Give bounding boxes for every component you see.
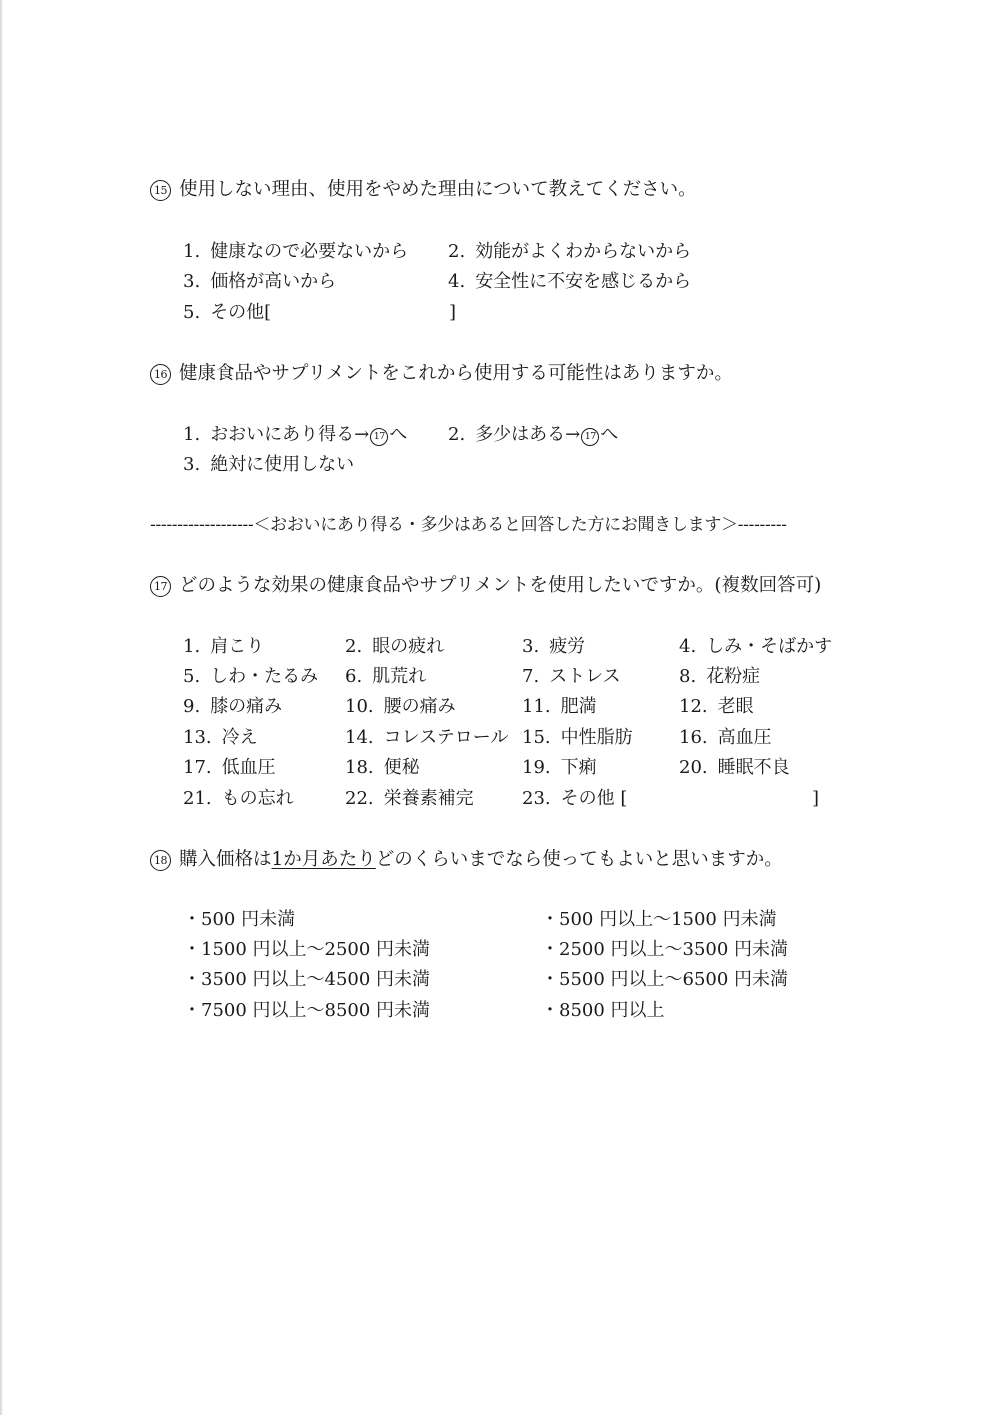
q18-option-5[interactable]: ・3500 円以上～4500 円未満	[183, 969, 431, 990]
q18-option-3[interactable]: ・1500 円以上～2500 円未満	[183, 939, 431, 960]
question-text: 健康食品やサプリメントをこれから使用する可能性はありますか。	[179, 363, 733, 384]
q17-option-17[interactable]: 17. 低血圧	[183, 757, 276, 778]
q17-option-1[interactable]: 1. 肩こり	[183, 636, 265, 657]
question-15	[150, 178, 697, 202]
question-16	[150, 362, 733, 386]
q16-option-3[interactable]: 3. 絶対に使用しない	[183, 454, 355, 475]
question-text: どのような効果の健康食品やサプリメントを使用したいですか。(複数回答可)	[179, 575, 822, 596]
q17-option-23[interactable]: 23. その他 [	[522, 788, 628, 809]
q17-option-16[interactable]: 16. 高血圧	[679, 727, 772, 748]
question-number-mark: 16	[150, 364, 171, 385]
q17-option-8[interactable]: 8. 花粉症	[679, 666, 761, 687]
q17-option-22[interactable]: 22. 栄養素補完	[345, 788, 474, 809]
q18-option-6[interactable]: ・5500 円以上～6500 円未満	[541, 969, 789, 990]
q17-option-21[interactable]: 21. もの忘れ	[183, 788, 294, 809]
q15-option-5[interactable]: 5. その他[	[183, 302, 272, 323]
q17-option-15[interactable]: 15. 中性脂肪	[522, 727, 633, 748]
q17-option-4[interactable]: 4. しみ・そばかす	[679, 636, 833, 657]
section-divider: -------------------＜おおいにあり得る・多少はあると回答した方にお聞きします＞---------	[150, 515, 787, 535]
question-text: 使用しない理由、使用をやめた理由について教えてください。	[179, 179, 697, 200]
q17-option-9[interactable]: 9. 膝の痛み	[183, 696, 283, 717]
q18-option-7[interactable]: ・7500 円以上～8500 円未満	[183, 1000, 431, 1021]
q18-option-8[interactable]: ・8500 円以上	[541, 1000, 665, 1021]
q15-option-2[interactable]: 2. 効能がよくわからないから	[448, 241, 692, 262]
q17-option-23-bracket-close: ]	[812, 788, 820, 809]
q17-option-7[interactable]: 7. ストレス	[522, 666, 621, 687]
q17-option-5[interactable]: 5. しわ・たるみ	[183, 666, 319, 687]
q15-option-3[interactable]: 3. 価格が高いから	[183, 271, 337, 292]
underlined-emphasis: 1か月あたり	[271, 849, 376, 870]
scan-edge	[0, 0, 3, 1415]
q18-option-4[interactable]: ・2500 円以上～3500 円未満	[541, 939, 789, 960]
q18-option-1[interactable]: ・500 円未満	[183, 909, 296, 930]
q17-option-18[interactable]: 18. 便秘	[345, 757, 420, 778]
q17-option-13[interactable]: 13. 冷え	[183, 727, 258, 748]
goto-question-mark: 17	[581, 428, 599, 446]
q15-option-4[interactable]: 4. 安全性に不安を感じるから	[448, 271, 692, 292]
q17-option-10[interactable]: 10. 腰の痛み	[345, 696, 456, 717]
question-18: 18 購入価格は1か月あたりどのくらいまでなら使ってもよいと思いますか。	[150, 848, 783, 872]
question-number-mark: 15	[150, 180, 171, 201]
q17-option-6[interactable]: 6. 肌荒れ	[345, 666, 427, 687]
question-17	[150, 574, 821, 598]
question-number-mark: 17	[150, 576, 171, 597]
q15-option-5-bracket-close: ]	[449, 302, 457, 323]
question-number-mark: 18	[150, 850, 171, 871]
q17-option-12[interactable]: 12. 老眼	[679, 696, 754, 717]
q17-option-3[interactable]: 3. 疲労	[522, 636, 586, 657]
q15-option-1[interactable]: 1. 健康なので必要ないから	[183, 241, 409, 262]
q17-option-11[interactable]: 11. 肥満	[522, 696, 597, 717]
q16-option-1[interactable]: 1. おおいにあり得る→ 17 へ	[183, 424, 408, 445]
q18-option-2[interactable]: ・500 円以上～1500 円未満	[541, 909, 777, 930]
q17-option-14[interactable]: 14. コレステロール	[345, 727, 509, 748]
q17-option-19[interactable]: 19. 下痢	[522, 757, 597, 778]
goto-question-mark: 17	[370, 428, 388, 446]
q17-option-2[interactable]: 2. 眼の疲れ	[345, 636, 445, 657]
q17-option-20[interactable]: 20. 睡眠不良	[679, 757, 790, 778]
q16-option-2[interactable]: 2. 多少はある→ 17 へ	[448, 424, 619, 445]
